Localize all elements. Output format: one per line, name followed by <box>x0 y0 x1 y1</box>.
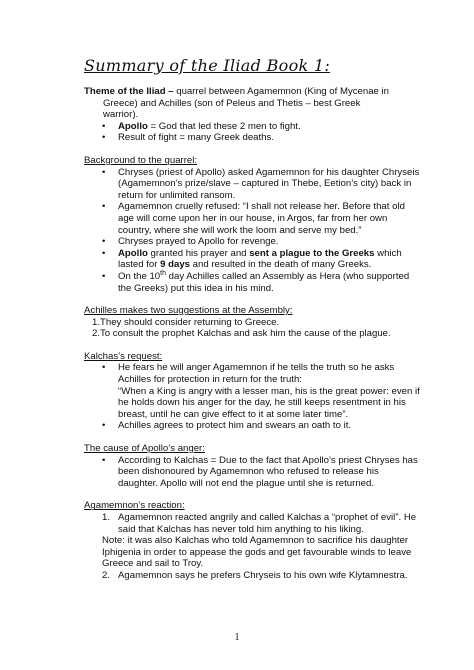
list-item: • Result of fight = many Greek deaths. <box>84 132 420 144</box>
suggestion-1: 1.They should consider returning to Greece. <box>92 316 280 328</box>
theme-bullets <box>84 121 420 144</box>
kalchas-bullets <box>84 362 420 385</box>
list-item <box>84 570 420 582</box>
list-item: • According to Kalchas = Due to the fact that Apollo’s priest Chryses has been dishonoured by Agamemnon who refused to release his daughter. Apollo will not end the plague until she is returned. <box>84 455 420 490</box>
list-item <box>84 121 420 133</box>
theme-text-line3: warrior). <box>103 109 139 121</box>
list-item <box>84 271 420 294</box>
background-heading: Background to the quarrel: <box>84 154 198 166</box>
list-item: • Agamemnon cruelly refused: “I shall not release her. Before that old age will come upon her in our house, in Argos, far from her own country, where she will work the loom and serve my bed.” <box>84 201 420 236</box>
theme-text-line2: Greece) and Achilles (son of Peleus and Thetis – best Greek <box>103 97 361 109</box>
page-number: 1 <box>234 632 240 643</box>
list-item: • Chryses prayed to Apollo for revenge. <box>84 236 420 248</box>
kalchas-heading: Kalchas’s request: <box>84 350 163 362</box>
bold-text: 9 days <box>160 259 191 271</box>
theme-paragraph <box>84 86 420 98</box>
kalchas-section <box>84 351 420 432</box>
reaction-list <box>84 512 420 535</box>
achilles-heading: Achilles makes two suggestions at the Assembly: <box>84 305 293 317</box>
bullet-text: and resulted in the death of many Greeks. <box>190 259 372 271</box>
achilles-section <box>84 305 420 340</box>
list-number: 1. <box>102 512 111 523</box>
kalchas-quote: “When a King is angry with a lesser man, his is the great power: even if he holds down his anger for the day, he still keeps resentment in his breast, until he can give effect to it at some later time”. <box>118 385 420 420</box>
reaction-list-2 <box>84 570 420 582</box>
list-text: Agamemnon says he prefers Chryseis to his own wife Klytamnestra. <box>118 569 408 581</box>
bold-text: Apollo <box>118 247 148 259</box>
suggestion-2: 2.To consult the prophet Kalchas and ask him the cause of the plague. <box>92 328 391 340</box>
theme-text-line1: quarrel between Agamemnon (King of Mycenae in <box>173 86 390 97</box>
apollo-bold: Apollo <box>118 120 148 132</box>
list-number: 2. <box>102 569 111 581</box>
bullet-text: granted his prayer and <box>147 247 250 259</box>
bullet-text: On the 10 <box>118 270 161 282</box>
bullet-text: which lasted for <box>118 247 402 271</box>
background-section <box>84 155 420 294</box>
cause-section <box>84 443 420 489</box>
list-item: • Achilles agrees to protect him and swears an oath to it. <box>84 420 420 432</box>
reaction-note: Note: it was also Kalchas who told Agamemnon to sacrifice his daughter Iphigenia in order to appease the gods and get favourable winds to leave Greece and sail to Troy. <box>102 535 412 570</box>
theme-label: Theme of the Iliad – <box>84 86 174 97</box>
cause-bullets <box>84 455 420 490</box>
superscript: th <box>160 269 166 277</box>
list-text: Agamemnon reacted angrily and called Kalchas a “prophet of evil”. He said that Kalchas has never told him anything to his liking. <box>118 512 417 535</box>
theme-section <box>84 86 420 144</box>
document-title: Summary of the Iliad Book 1: <box>84 56 331 75</box>
list-item <box>84 248 420 271</box>
list-item: • He fears he will anger Agamemnon if he tells the truth so he asks Achilles for protection in return for the truth: <box>84 362 420 385</box>
bullet-text: day Achilles called an Assembly as Hera (who supported the Greeks) put this idea in his mind. <box>118 270 410 294</box>
background-bullets <box>84 167 420 295</box>
document-body <box>84 86 420 582</box>
list-item: • Chryses (priest of Apollo) asked Agamemnon for his daughter Chryseis (Agamemnon’s prize/slave – captured in Thebe, Eetion’s city) back in return for unlimited ransom. <box>84 167 420 202</box>
list-item <box>84 512 420 535</box>
reaction-section <box>84 500 420 581</box>
bold-text: sent a plague to the Greeks <box>249 247 375 259</box>
reaction-heading: Agamemnon’s reaction: <box>84 500 185 512</box>
cause-heading: The cause of Apollo’s anger: <box>84 443 205 455</box>
kalchas-bullets-2 <box>84 420 420 432</box>
bullet-text: = God that led these 2 men to fight. <box>147 120 301 132</box>
